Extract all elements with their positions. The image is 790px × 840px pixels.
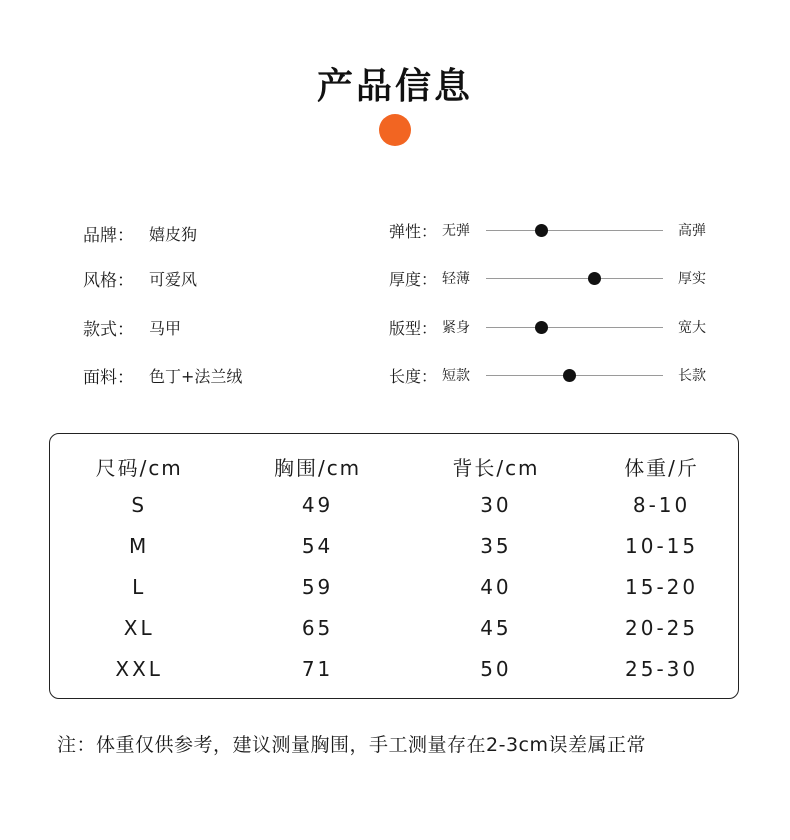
accent-dot [379,114,411,146]
table-cell: 45 [480,615,512,640]
table-header-row [50,448,738,484]
scale-row-elasticity [389,219,719,245]
scale-track [486,327,663,328]
table-cell: 71 [301,656,334,681]
scale-row-thickness [389,267,719,293]
scale-high-label: 厚实 [678,271,706,287]
column-header: 背长/cm [452,455,540,480]
scale-row-length [389,364,719,390]
page-title: 产品信息 [316,66,473,107]
footnote: 注：体重仅供参考，建议测量胸围，手工测量存在2-3cm误差属正常 [57,734,646,756]
scale-indicator [535,224,548,237]
scale-track [486,230,663,231]
table-cell: 59 [301,574,334,599]
table-row [50,607,738,648]
attr-label: 风格： [83,271,134,291]
scale-high-label: 高弹 [678,223,706,239]
column-header: 尺码/cm [95,455,183,480]
table-cell: 40 [480,574,512,599]
table-cell: 35 [480,533,512,558]
table-cell: 15-20 [625,574,699,599]
scale-track [486,278,663,279]
table-row [50,566,738,607]
table-cell: M [129,533,150,558]
attr-label: 款式： [83,320,134,340]
scale-label: 长度： [389,367,438,386]
scale-low-label: 紧身 [442,320,470,336]
table-cell: L [132,574,147,599]
scale-high-label: 宽大 [678,320,706,336]
column-header: 胸围/cm [273,455,362,480]
table-cell: S [131,492,148,517]
scale-low-label: 短款 [442,368,470,384]
scale-low-label: 轻薄 [442,271,470,287]
table-cell: 8-10 [632,492,691,517]
scale-row-fit [389,316,719,342]
table-cell: 65 [301,615,334,640]
table-row [50,525,738,566]
table-cell: 50 [480,656,512,681]
attr-label: 品牌： [83,226,134,246]
scale-indicator [563,369,576,382]
table-cell: XL [123,615,155,640]
scale-label: 弹性： [389,222,438,241]
scale-high-label: 长款 [678,368,706,384]
attr-value: 色丁+法兰绒 [149,367,243,386]
table-cell: 25-30 [625,656,699,681]
table-cell: 49 [301,492,334,517]
column-header: 体重/斤 [624,455,699,480]
scale-indicator [588,272,601,285]
attr-label: 面料： [83,368,134,388]
size-table [50,448,738,689]
table-cell: XXL [115,656,163,681]
table-row [50,484,738,525]
table-cell: 30 [480,492,512,517]
scale-low-label: 无弹 [442,223,470,239]
attr-value: 嬉皮狗 [149,225,198,244]
attr-value: 可爱风 [149,270,198,289]
attr-value: 马甲 [149,319,182,338]
table-cell: 54 [301,533,334,558]
table-cell: 20-25 [625,615,699,640]
table-cell: 10-15 [625,533,699,558]
size-chart [49,433,739,699]
table-row [50,648,738,689]
scale-label: 版型： [389,319,438,338]
scale-label: 厚度： [389,270,438,289]
scale-indicator [535,321,548,334]
